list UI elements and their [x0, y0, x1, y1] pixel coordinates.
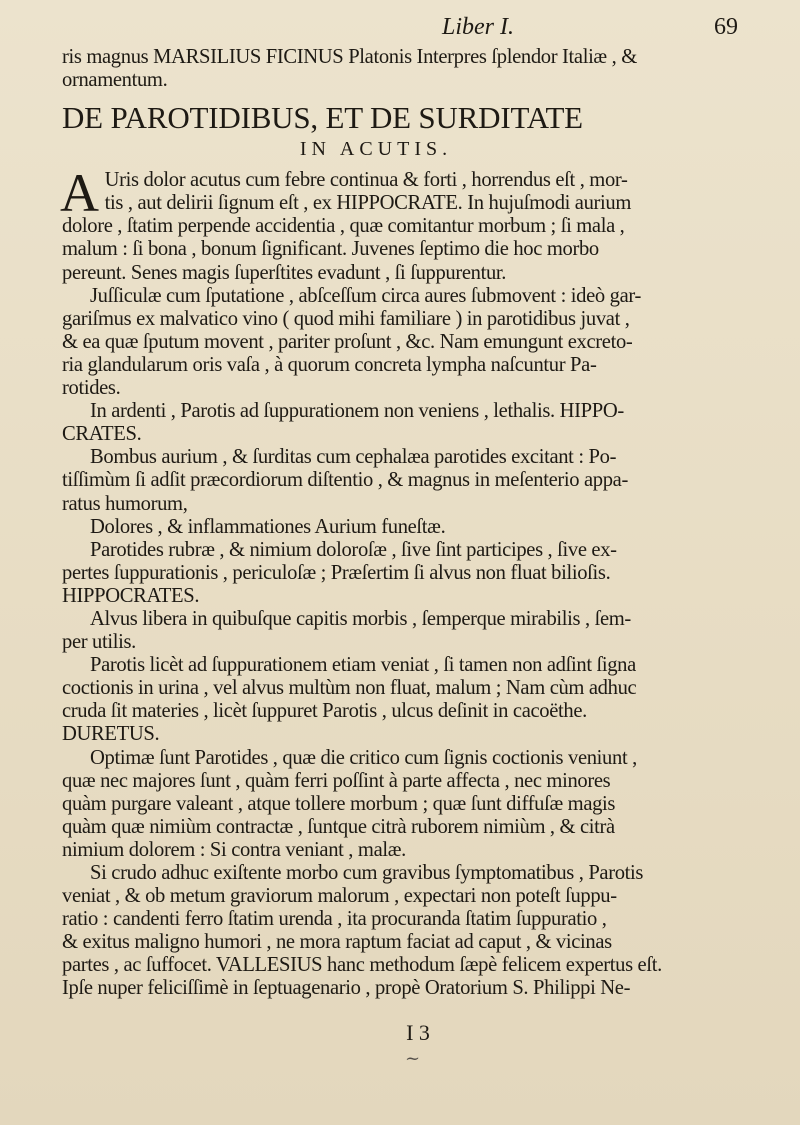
text-line: gariſmus ex malvatico vino ( quod mihi familiare ) in parotidibus juvat , [62, 307, 630, 330]
text-line: tis , aut delirii ſignum eſt , ex HIPPOCRATE. In hujuſmodi aurium [104, 192, 632, 215]
paragraph-8 [62, 654, 760, 746]
text-line: ratio : candenti ferro ſtatim urenda , ita procuranda ſtatim ſuppuratio , [62, 908, 607, 931]
paragraph-3 [62, 400, 760, 446]
running-title: Liber I. [442, 14, 514, 40]
text-line: In ardenti , Parotis ad ſuppurationem non veniens , lethalis. HIPPO- [90, 400, 624, 423]
text-line: cruda ſit materies , licèt ſuppuret Parotis , ulcus deſinit in cacoëthe. [62, 700, 587, 723]
signature-mark: I 3 [406, 1020, 430, 1045]
paragraph-1 [60, 163, 760, 284]
text-line: Parotides rubræ , & nimium doloroſæ , ſive ſint participes , ſive ex- [90, 538, 617, 561]
text-line: DURETUS. [62, 723, 160, 746]
intro-paragraph [62, 46, 760, 92]
text-line: & ea quæ ſputum movent , pariter proſunt , &c. Nam emungunt excreto- [62, 330, 633, 353]
text-line: pertes ſuppurationis , periculoſæ ; Præſertim ſi alvus non fluat bilioſis. [62, 561, 611, 584]
text-line: coctionis in urina , vel alvus multùm non fluat, malum ; Nam cùm adhuc [62, 677, 637, 700]
text-line: rotides. [62, 377, 121, 400]
text-line: dolore , ſtatim perpende accidentia , quæ comitantur morbum ; ſi mala , [62, 215, 625, 238]
text-line: Optimæ ſunt Parotides , quæ die critico cum ſignis coctionis veniunt , [90, 746, 637, 769]
text-line: malum : ſi bona , bonum ſignificant. Juvenes ſeptimo die hoc morbo [62, 238, 599, 261]
text-line: CRATES. [62, 423, 142, 446]
text-line: quàm quæ nimiùm contractæ , ſuntque citrà ruborem nimiùm , & citrà [62, 815, 615, 838]
running-header [37, 14, 760, 46]
text-line: ornamentum. [62, 69, 168, 92]
paragraph-7 [62, 608, 760, 654]
text-line: tiſſimùm ſi adſit præcordiorum diſtentio , & magnus in meſenterio appa- [62, 469, 628, 492]
text-line: nimium dolorem : Si contra veniant , malæ. [62, 838, 406, 861]
text-line: ratus humorum, [62, 492, 188, 515]
text-line: quàm purgare valeant , atque tollere morbum ; quæ ſunt diffuſæ magis [62, 792, 616, 815]
text-line: partes , ac ſuffocet. VALLESIUS hanc methodum ſæpè felicem expertus eſt. [62, 954, 662, 977]
text-line: Parotis licèt ad ſuppurationem etiam veniat , ſi tamen non adſint ſigna [90, 654, 636, 677]
footer-mark: ~ [405, 1048, 421, 1069]
text-line: Uris dolor acutus cum febre continua & forti , horrendus eſt , mor- [104, 169, 628, 192]
paragraph-9 [62, 747, 760, 862]
paragraph-6 [62, 539, 760, 608]
paragraph-2 [62, 285, 760, 400]
drop-cap: A [60, 163, 99, 224]
paragraph-10 [62, 862, 760, 1001]
text-line: HIPPOCRATES. [62, 584, 200, 607]
text-line: & exitus maligno humori , ne mora raptum faciat ad caput , & vicinas [62, 931, 612, 954]
text-line: Dolores , & inflammationes Aurium funeſtæ. [90, 515, 446, 538]
page-number: 69 [714, 14, 738, 40]
text-line: Ipſe nuper feliciſſimè in ſeptuagenario , propè Oratorium S. Philippi Ne- [62, 977, 631, 1000]
text-line: Bombus aurium , & ſurditas cum cephalæa parotides excitant : Po- [90, 446, 617, 469]
text-line: quæ nec majores ſunt , quàm ferri poſſint à parte affecta , nec minores [62, 769, 611, 792]
text-line: veniat , & ob metum graviorum malorum , expectari non poteſt ſuppu- [62, 885, 617, 908]
text-line: Si crudo adhuc exiſtente morbo cum gravibus ſymptomatibus , Parotis [90, 862, 644, 884]
chapter-title: DE PAROTIDIBUS, ET DE SURDITATE [62, 100, 583, 136]
text-line: ria glandularum oris vaſa , à quorum concreta lympha naſcuntur Pa- [62, 353, 597, 376]
paragraph-5 [62, 516, 760, 539]
paragraph-4 [62, 446, 760, 515]
chapter-subtitle: IN ACUTIS. [299, 138, 453, 161]
text-line: ris magnus MARSILIUS FICINUS Platonis Interpres ſplendor Italiæ , & [62, 46, 637, 68]
text-line: Juſſiculæ cum ſputatione , abſceſſum circa aures ſubmovent : ideò gar- [90, 284, 641, 307]
text-line: per utilis. [62, 631, 136, 654]
text-line: pereunt. Senes magis ſuperſtites evadunt , ſi ſuppurentur. [62, 261, 507, 284]
text-line: Alvus libera in quibuſque capitis morbis , ſemperque mirabilis , ſem- [90, 607, 631, 630]
